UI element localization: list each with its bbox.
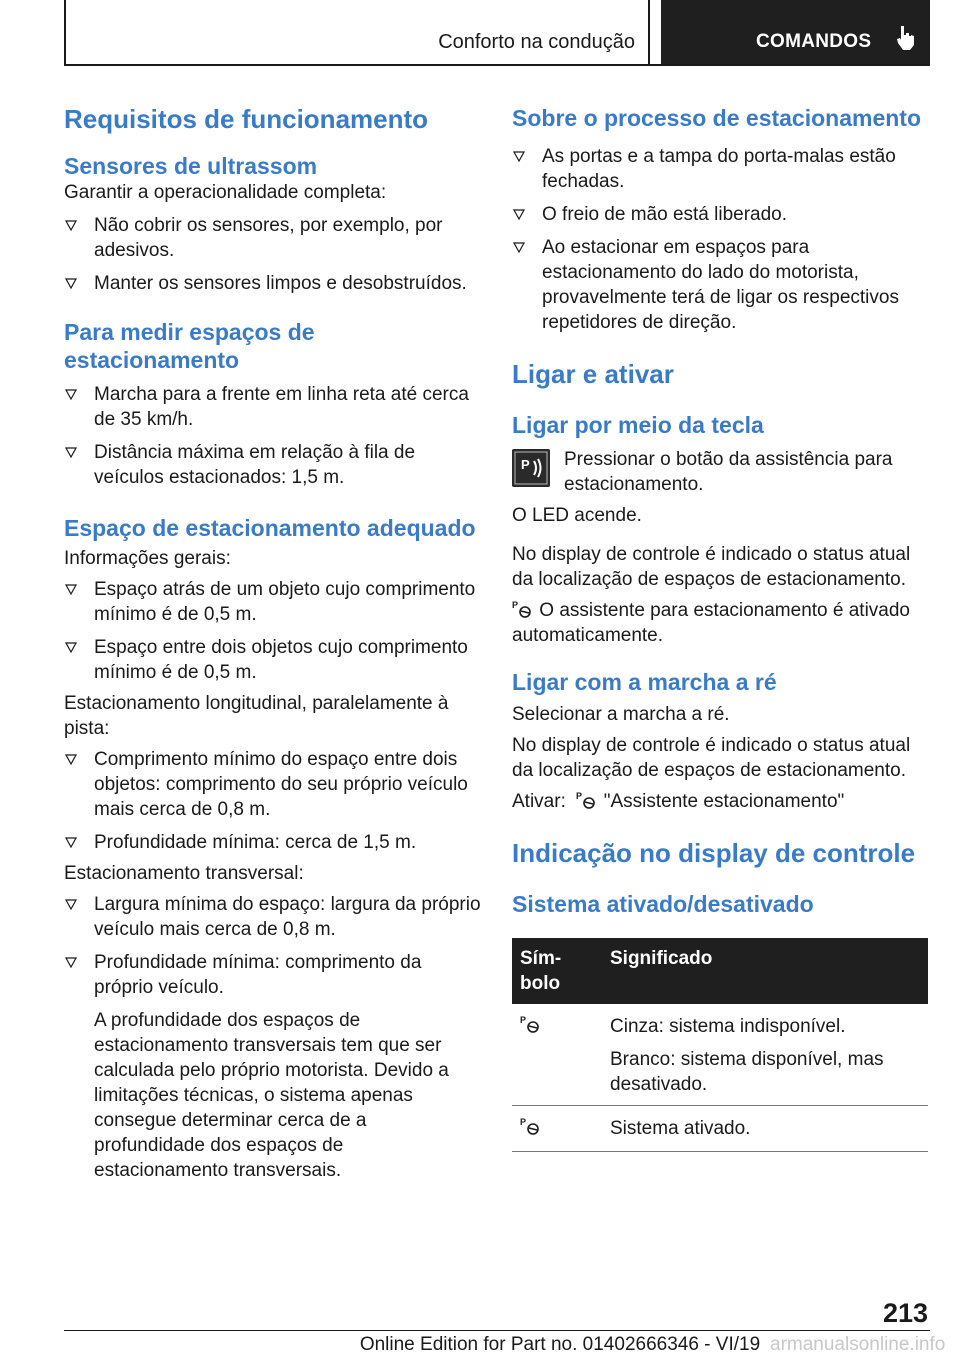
list-measure <box>64 382 482 490</box>
triangle-bullet-icon <box>64 441 78 463</box>
list-item-text: Manter os sensores limpos e desobstruídos. <box>94 273 467 294</box>
header-chapter-tab <box>661 0 930 64</box>
triangle-bullet-icon <box>64 951 78 973</box>
list-item-text: O freio de mão está liberado. <box>542 204 788 225</box>
list-item-text: Marcha para a frente em linha reta até cerca de 35 km/h. <box>94 384 469 430</box>
text-display-status-1: No display de controle é indicado o status atual da localização de espaços de estacionamento. <box>512 544 911 590</box>
parking-assist-symbol-icon <box>576 790 598 810</box>
list-longitudinal <box>64 747 482 855</box>
symbol-table <box>512 938 928 1152</box>
list-item-text: Distância máxima em relação à fila de veículos estacionados: 1,5 m. <box>94 442 416 488</box>
table-cell-symbol <box>512 1004 602 1106</box>
list-general <box>64 577 482 685</box>
list-item <box>512 235 930 335</box>
text-unavailable: Cinza: sistema indisponível. <box>610 1016 846 1037</box>
triangle-bullet-icon <box>64 893 78 915</box>
text-general-info: Informações gerais: <box>64 548 231 569</box>
list-item <box>64 635 482 685</box>
triangle-bullet-icon <box>64 831 78 853</box>
table-header-row <box>512 938 928 1004</box>
table-row <box>512 1106 928 1152</box>
list-item <box>64 747 482 822</box>
text-transversal-note: A profundidade dos espaços de estacionamento transversais tem que ser calculada pelo próprio motorista. Devido a limitações técnicas, o sistema apenas consegue determinar cerca de a profundidade dos espaços de estacionamento transversais. <box>94 1010 449 1181</box>
text-auto-activate-label: O assistente para estacionamento é ativado automaticamente. <box>512 600 911 646</box>
table-cell-symbol <box>512 1106 602 1152</box>
text-led-on: O LED acende. <box>512 505 642 526</box>
svg-text:P: P <box>520 1117 527 1127</box>
triangle-bullet-icon <box>64 578 78 600</box>
text-press-button: Pressionar o botão da assistência para estacionamento. <box>564 449 893 495</box>
text-transversal: Estacionamento transversal: <box>64 863 304 884</box>
heading-requirements: Requisitos de funcionamento <box>64 104 429 134</box>
hand-pointer-icon <box>896 25 916 51</box>
list-item-text: Profundidade mínima: cerca de 1,5 m. <box>94 832 417 853</box>
heading-suitable-space: Espaço de estacionamento adequado <box>64 515 476 541</box>
text-select-reverse: Selecionar a marcha a ré. <box>512 704 730 725</box>
button-instruction <box>512 447 930 497</box>
table-row <box>512 1004 928 1106</box>
heading-parking-process: Sobre o processo de estacionamento <box>512 105 922 131</box>
table-cell-meaning <box>602 1004 928 1106</box>
list-item-text: Espaço entre dois objetos cujo comprimento mínimo é de 0,5 m. <box>94 637 468 683</box>
parking-assist-symbol-icon <box>512 599 534 619</box>
list-item-text: Comprimento mínimo do espaço entre dois objetos: comprimento do seu próprio veículo mais cerca de 0,8 m. <box>94 749 468 820</box>
parking-assist-symbol-icon <box>520 1014 542 1034</box>
list-transversal <box>64 892 482 1000</box>
list-item-text: As portas e a tampa do porta-malas estão fechadas. <box>542 146 896 192</box>
table-header-symbol: Sím-bolo <box>512 938 602 1004</box>
page-number: 213 <box>882 1298 928 1328</box>
heading-switch-via-button: Ligar por meio da tecla <box>512 412 764 438</box>
heading-system-on-off: Sistema ativado/desativado <box>512 891 814 917</box>
text-available-off: Branco: sistema disponível, mas desativado. <box>610 1049 884 1095</box>
list-item <box>64 950 482 1000</box>
svg-text:P: P <box>576 791 583 801</box>
heading-reverse-gear: Ligar com a marcha a ré <box>512 669 777 695</box>
list-item <box>64 830 482 855</box>
table-header-meaning: Significado <box>602 938 928 1004</box>
svg-text:P: P <box>520 1015 527 1025</box>
heading-measure-spaces: Para medir espaços de estacionamento <box>64 319 315 373</box>
list-item <box>64 213 482 263</box>
footer-rule <box>64 1330 930 1331</box>
triangle-bullet-icon <box>512 203 526 225</box>
triangle-bullet-icon <box>512 236 526 258</box>
list-item <box>64 382 482 432</box>
list-item-text: Ao estacionar em espaços para estacionamento do lado do motorista, provavelmente terá de ligar os respectivos repetidores de direção. <box>542 237 899 333</box>
text-longitudinal: Estacionamento longitudinal, paralelamente à pista: <box>64 693 449 739</box>
text-auto-activate <box>512 598 930 648</box>
text-activate-menu-item: "Assistente estacionamento" <box>603 791 845 812</box>
list-item <box>64 577 482 627</box>
list-item-text: Espaço atrás de um objeto cujo comprimento mínimo é de 0,5 m. <box>94 579 476 625</box>
parking-assist-button-icon <box>512 449 550 487</box>
text-activate-label: Ativar: <box>512 791 566 812</box>
list-item-text: Largura mínima do espaço: largura da próprio veículo mais cerca de 0,8 m. <box>94 894 481 940</box>
list-process <box>512 144 930 335</box>
header-rule <box>64 64 930 66</box>
list-sensors <box>64 213 482 296</box>
triangle-bullet-icon <box>64 636 78 658</box>
list-item-text: Não cobrir os sensores, por exemplo, por adesivos. <box>94 215 443 261</box>
triangle-bullet-icon <box>64 383 78 405</box>
triangle-bullet-icon <box>64 214 78 236</box>
heading-switch-on: Ligar e ativar <box>512 359 674 389</box>
svg-text:P: P <box>512 600 519 610</box>
list-item-text: Profundidade mínima: comprimento da próprio veículo. <box>94 952 422 998</box>
triangle-bullet-icon <box>64 272 78 294</box>
triangle-bullet-icon <box>64 748 78 770</box>
footer-edition: Online Edition for Part no. 01402666346 - VI/19 <box>359 1334 761 1355</box>
watermark: armanualsonline.info <box>770 1334 946 1355</box>
header-section-title: Conforto na condução <box>438 31 635 53</box>
text-display-status-2: No display de controle é indicado o status atual da localização de espaços de estacionamento. <box>512 735 911 781</box>
parking-assist-symbol-icon <box>520 1116 542 1136</box>
list-item <box>512 144 930 194</box>
list-item <box>64 271 482 296</box>
list-item <box>64 892 482 942</box>
right-column <box>512 104 930 1152</box>
table-cell-meaning: Sistema ativado. <box>602 1106 928 1152</box>
text-full-functionality: Garantir a operacionalidade completa: <box>64 182 387 203</box>
triangle-bullet-icon <box>512 145 526 167</box>
left-column <box>64 104 482 1183</box>
header-rule-left <box>64 0 66 66</box>
list-item <box>64 440 482 490</box>
header-rule-divider <box>648 0 650 66</box>
text-activate <box>512 789 930 814</box>
heading-ultrasound-sensors: Sensores de ultrassom <box>64 153 318 179</box>
heading-display-indication: Indicação no display de controle <box>512 838 916 868</box>
svg-text:P: P <box>521 457 530 472</box>
list-item <box>512 202 930 227</box>
header-chapter-title: COMANDOS <box>756 31 872 52</box>
